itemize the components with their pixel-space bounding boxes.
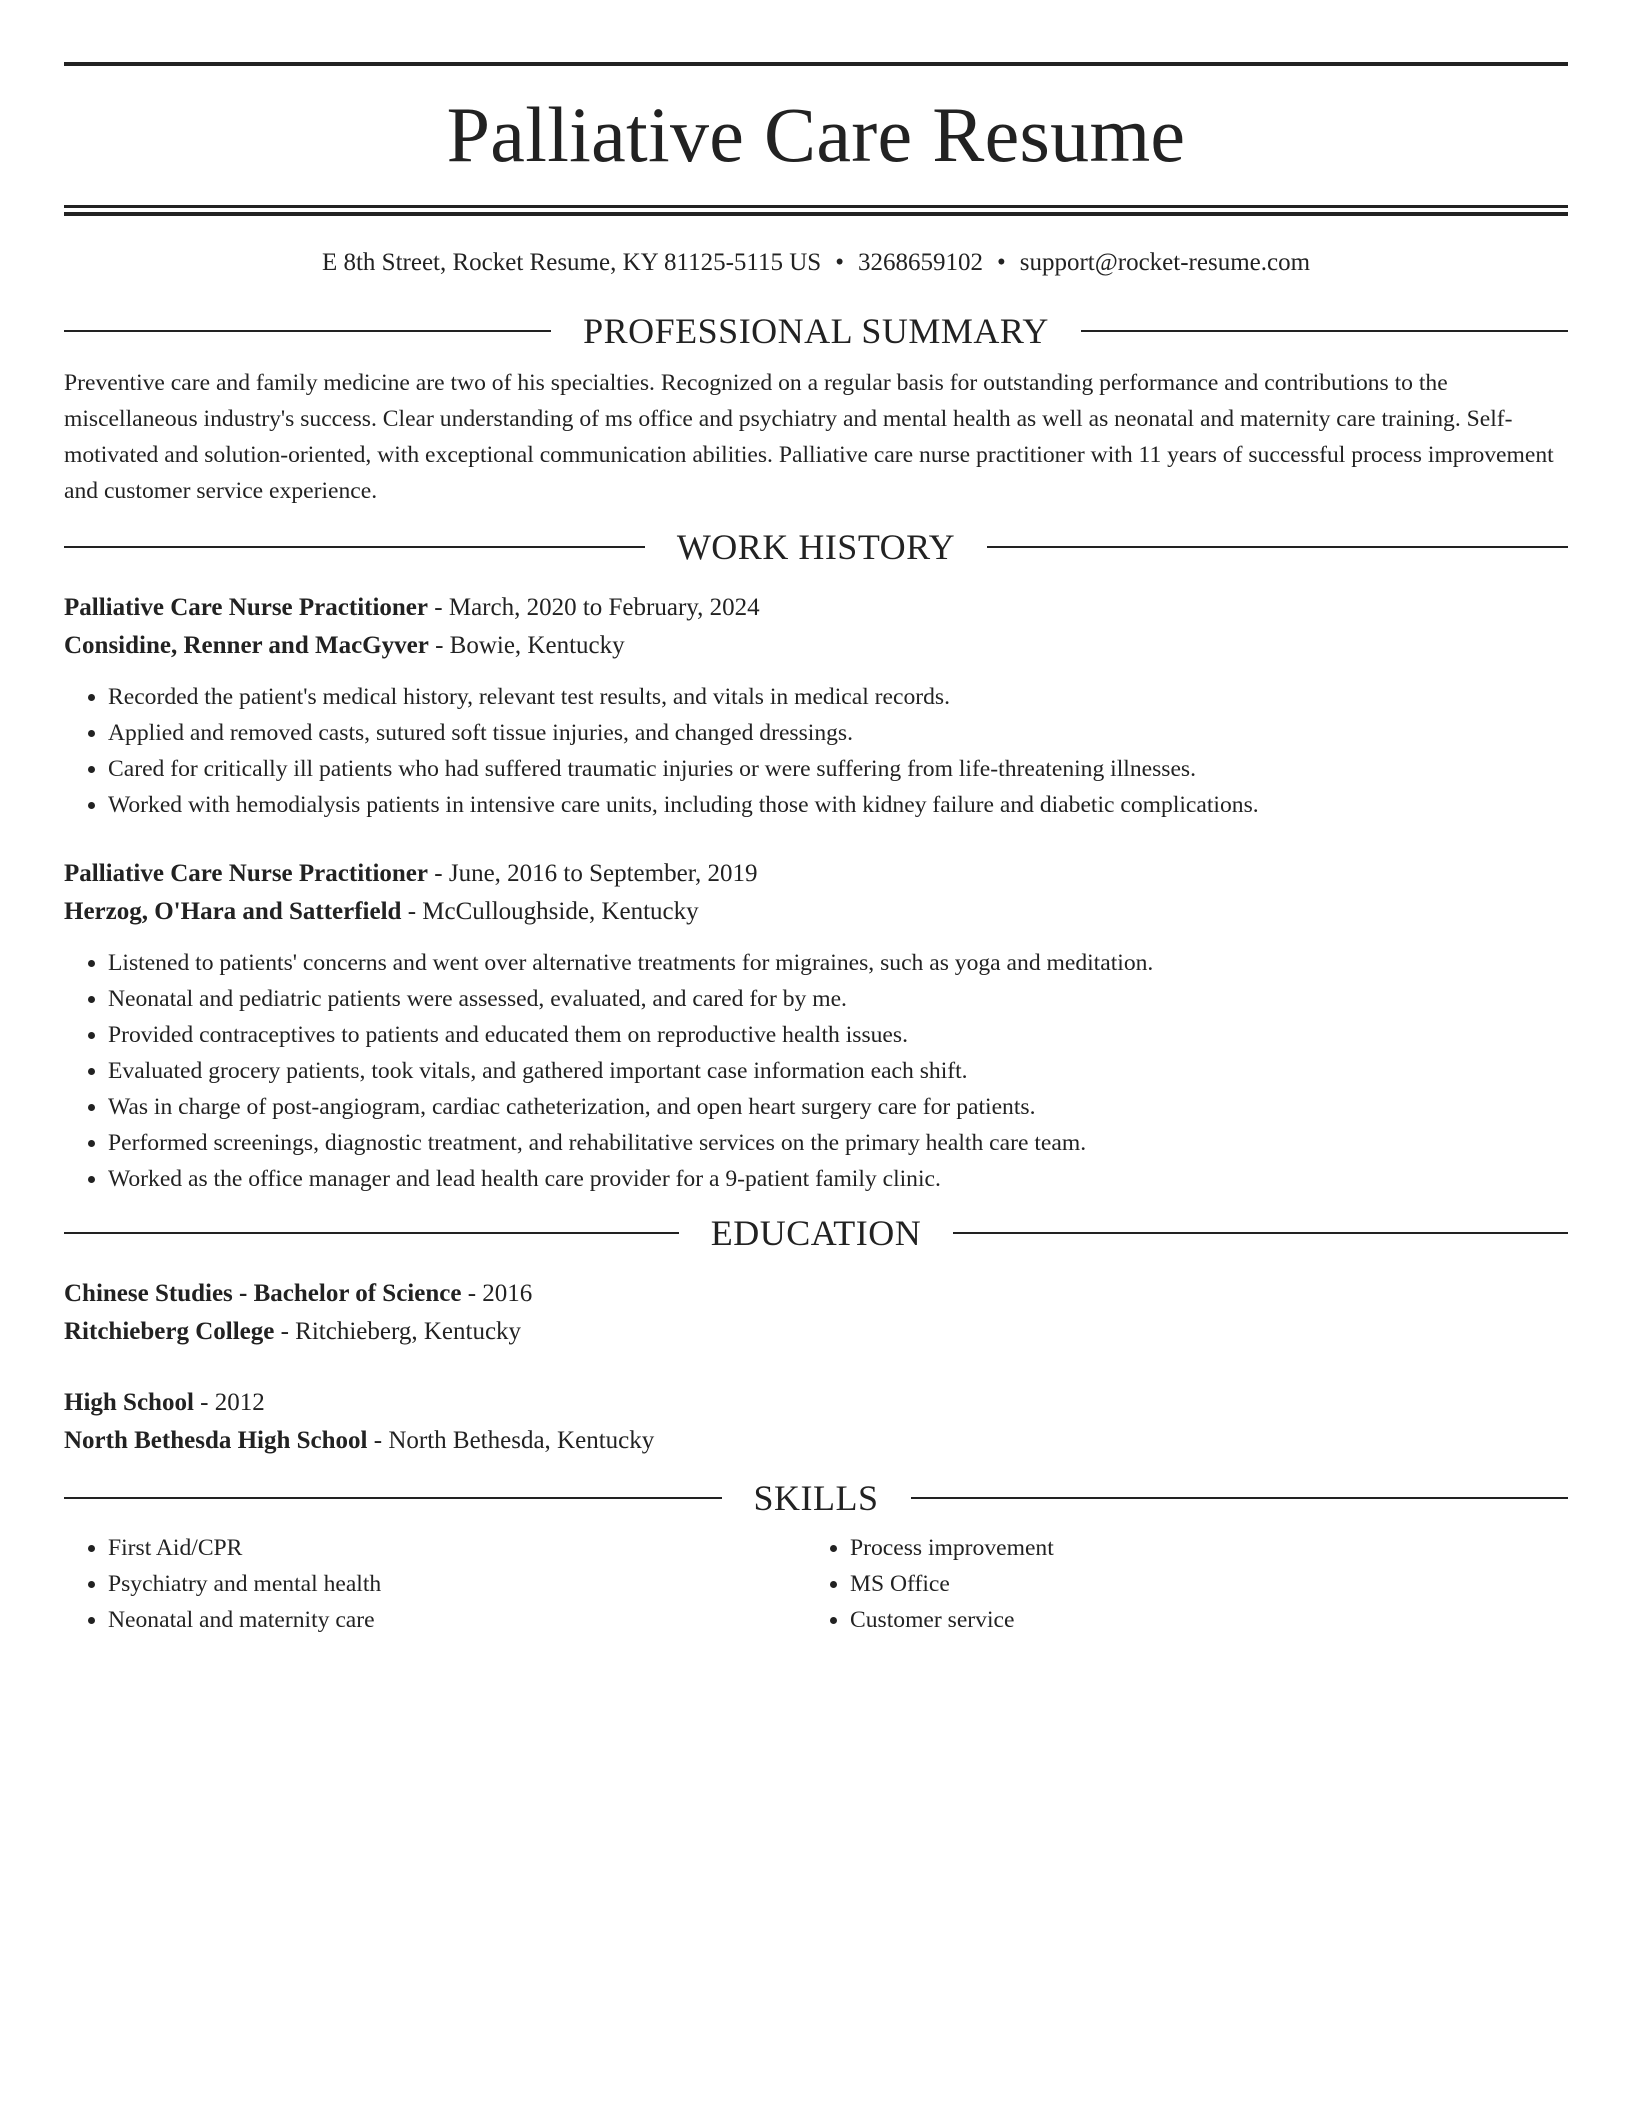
education-location: - Ritchieberg, Kentucky [274, 1318, 522, 1345]
list-item: • Evaluated grocery patients, took vitals, and gathered important case information each shift. [108, 1053, 1568, 1089]
skills-column-left [64, 1530, 806, 1638]
heading-rule [1081, 330, 1568, 332]
list-item: • Worked with hemodialysis patients in intensive care units, including those with kidney failure and diabetic complications. [108, 787, 1568, 823]
top-rule [64, 62, 1568, 66]
job-dates: - June, 2016 to September, 2019 [428, 860, 758, 887]
job-bullets [64, 679, 1568, 823]
list-item: • Neonatal and pediatric patients were assessed, evaluated, and cared for by me. [108, 981, 1568, 1017]
education-degree: Chinese Studies - Bachelor of Science [64, 1280, 462, 1307]
contact-email: support@rocket-resume.com [1019, 249, 1311, 276]
education-location: - North Bethesda, Kentucky [367, 1427, 655, 1454]
education-heading-text: EDUCATION [710, 1213, 922, 1253]
skills-heading-text: SKILLS [753, 1478, 879, 1518]
education-school-line [64, 1313, 1568, 1351]
education-year: - 2016 [461, 1280, 533, 1307]
skills-list [64, 1530, 1568, 1638]
heading-rule [64, 546, 645, 548]
job-location: - McCulloughside, Kentucky [401, 898, 699, 925]
education-degree: High School [64, 1389, 194, 1416]
list-item: • Was in charge of post-angiogram, cardiac catheterization, and open heart surgery care for patients. [108, 1089, 1568, 1125]
education-school: North Bethesda High School [64, 1427, 368, 1454]
skill-item: • Psychiatry and mental health [108, 1566, 806, 1602]
skill-item: • Process improvement [850, 1530, 1548, 1566]
resume-title: Palliative Care Resume [446, 91, 1186, 178]
education-degree-line [64, 1384, 1568, 1422]
summary-heading-text: PROFESSIONAL SUMMARY [583, 311, 1049, 351]
education-school-line [64, 1422, 1568, 1460]
job-entry [64, 589, 1568, 823]
list-item: • Performed screenings, diagnostic treatment, and rehabilitative services on the primary health care team. [108, 1125, 1568, 1161]
contact-address: E 8th Street, Rocket Resume, KY 81125-5115 US [321, 249, 822, 276]
skills-column-right [806, 1530, 1548, 1638]
list-item: • Provided contraceptives to patients and educated them on reproductive health issues. [108, 1017, 1568, 1053]
education-school: Ritchieberg College [64, 1318, 275, 1345]
job-title: Palliative Care Nurse Practitioner [64, 860, 429, 887]
skill-item: • Customer service [850, 1602, 1548, 1638]
job-location: - Bowie, Kentucky [428, 632, 625, 659]
skill-item: • MS Office [850, 1566, 1548, 1602]
summary-text: Preventive care and family medicine are two of his specialties. Recognized on a regular basis for outstanding performance and contributions to the miscellaneous industry's success. Clear understanding of ms office and psychiatry and mental health as well as neonatal and maternity care training. Self-motivated and solution-oriented, with exceptional communication abilities. Palliative care nurse practitioner with 11 years of successful process improvement and customer service experience. [64, 370, 1554, 504]
title-double-rule [64, 205, 1568, 216]
job-company: Herzog, O'Hara and Satterfield [64, 898, 402, 925]
contact-line [64, 250, 1568, 275]
education-entry [64, 1275, 1568, 1351]
skill-item: • Neonatal and maternity care [108, 1602, 806, 1638]
heading-rule [987, 546, 1568, 548]
education-degree-line [64, 1275, 1568, 1313]
job-company-line [64, 627, 1568, 665]
job-entry [64, 855, 1568, 1197]
heading-rule [911, 1497, 1569, 1499]
contact-phone: 3268659102 [857, 249, 983, 276]
job-company: Considine, Renner and MacGyver [64, 632, 429, 659]
list-item: • Recorded the patient's medical history, relevant test results, and vitals in medical records. [108, 679, 1568, 715]
contact-separator: • [835, 249, 844, 276]
job-company-line [64, 893, 1568, 931]
job-bullets [64, 945, 1568, 1197]
job-dates: - March, 2020 to February, 2024 [428, 594, 760, 621]
list-item: • Worked as the office manager and lead health care provider for a 9-patient family clinic. [108, 1161, 1568, 1197]
list-item: • Cared for critically ill patients who had suffered traumatic injuries or were suffering from life-threatening illnesses. [108, 751, 1568, 787]
work-history-heading-text: WORK HISTORY [676, 527, 956, 567]
education-year: - 2012 [193, 1389, 265, 1416]
heading-rule [64, 1232, 679, 1234]
contact-separator: • [996, 249, 1006, 276]
heading-rule [64, 330, 551, 332]
education-entry [64, 1384, 1568, 1460]
list-item: • Applied and removed casts, sutured soft tissue injuries, and changed dressings. [108, 715, 1568, 751]
heading-rule [64, 1497, 722, 1499]
education-heading [64, 1215, 1568, 1251]
job-title-line [64, 589, 1568, 627]
work-history-heading [64, 529, 1568, 565]
skills-heading [64, 1480, 1568, 1516]
job-title-line [64, 855, 1568, 893]
heading-rule [953, 1232, 1568, 1234]
skill-item: • First Aid/CPR [108, 1530, 806, 1566]
summary-heading [64, 313, 1568, 349]
job-title: Palliative Care Nurse Practitioner [64, 594, 429, 621]
list-item: • Listened to patients' concerns and went over alternative treatments for migraines, such as yoga and meditation. [108, 945, 1568, 981]
